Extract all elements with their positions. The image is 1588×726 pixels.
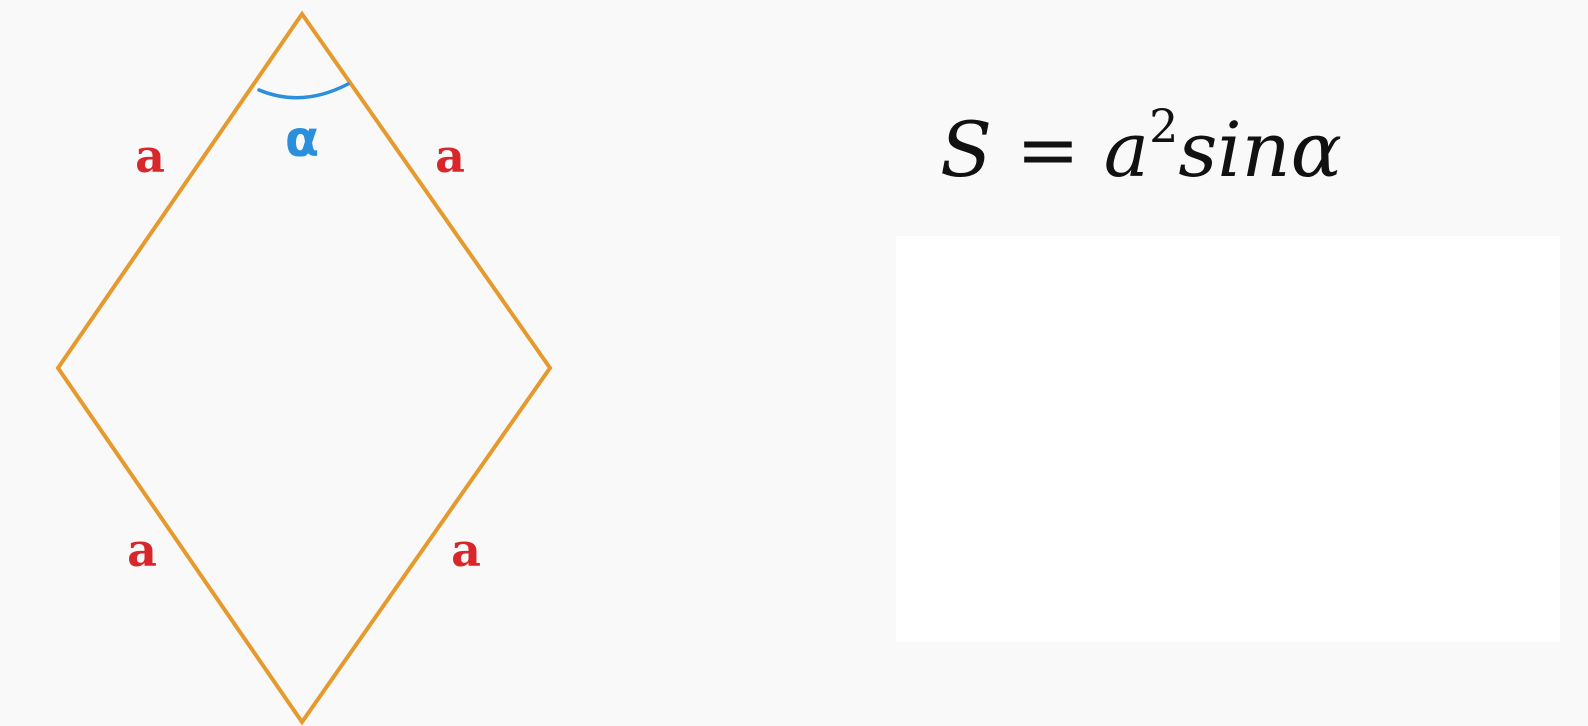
blank-panel — [896, 236, 1560, 642]
formula-exponent: 2 — [1149, 99, 1179, 153]
rhombus-figure — [0, 0, 760, 726]
angle-arc — [259, 84, 348, 98]
side-label-bottom-left: a — [127, 523, 157, 577]
side-label-top-left: a — [135, 129, 165, 183]
angle-label: α — [284, 110, 320, 168]
area-formula — [940, 99, 1342, 194]
side-label-bottom-right: a — [451, 523, 481, 577]
formula-base: a — [1103, 105, 1150, 194]
side-label-top-right: a — [435, 129, 465, 183]
formula-rhs-rest: sinα — [1178, 105, 1342, 194]
formula-equals: = — [1016, 105, 1080, 194]
formula-lhs: S — [940, 105, 993, 194]
